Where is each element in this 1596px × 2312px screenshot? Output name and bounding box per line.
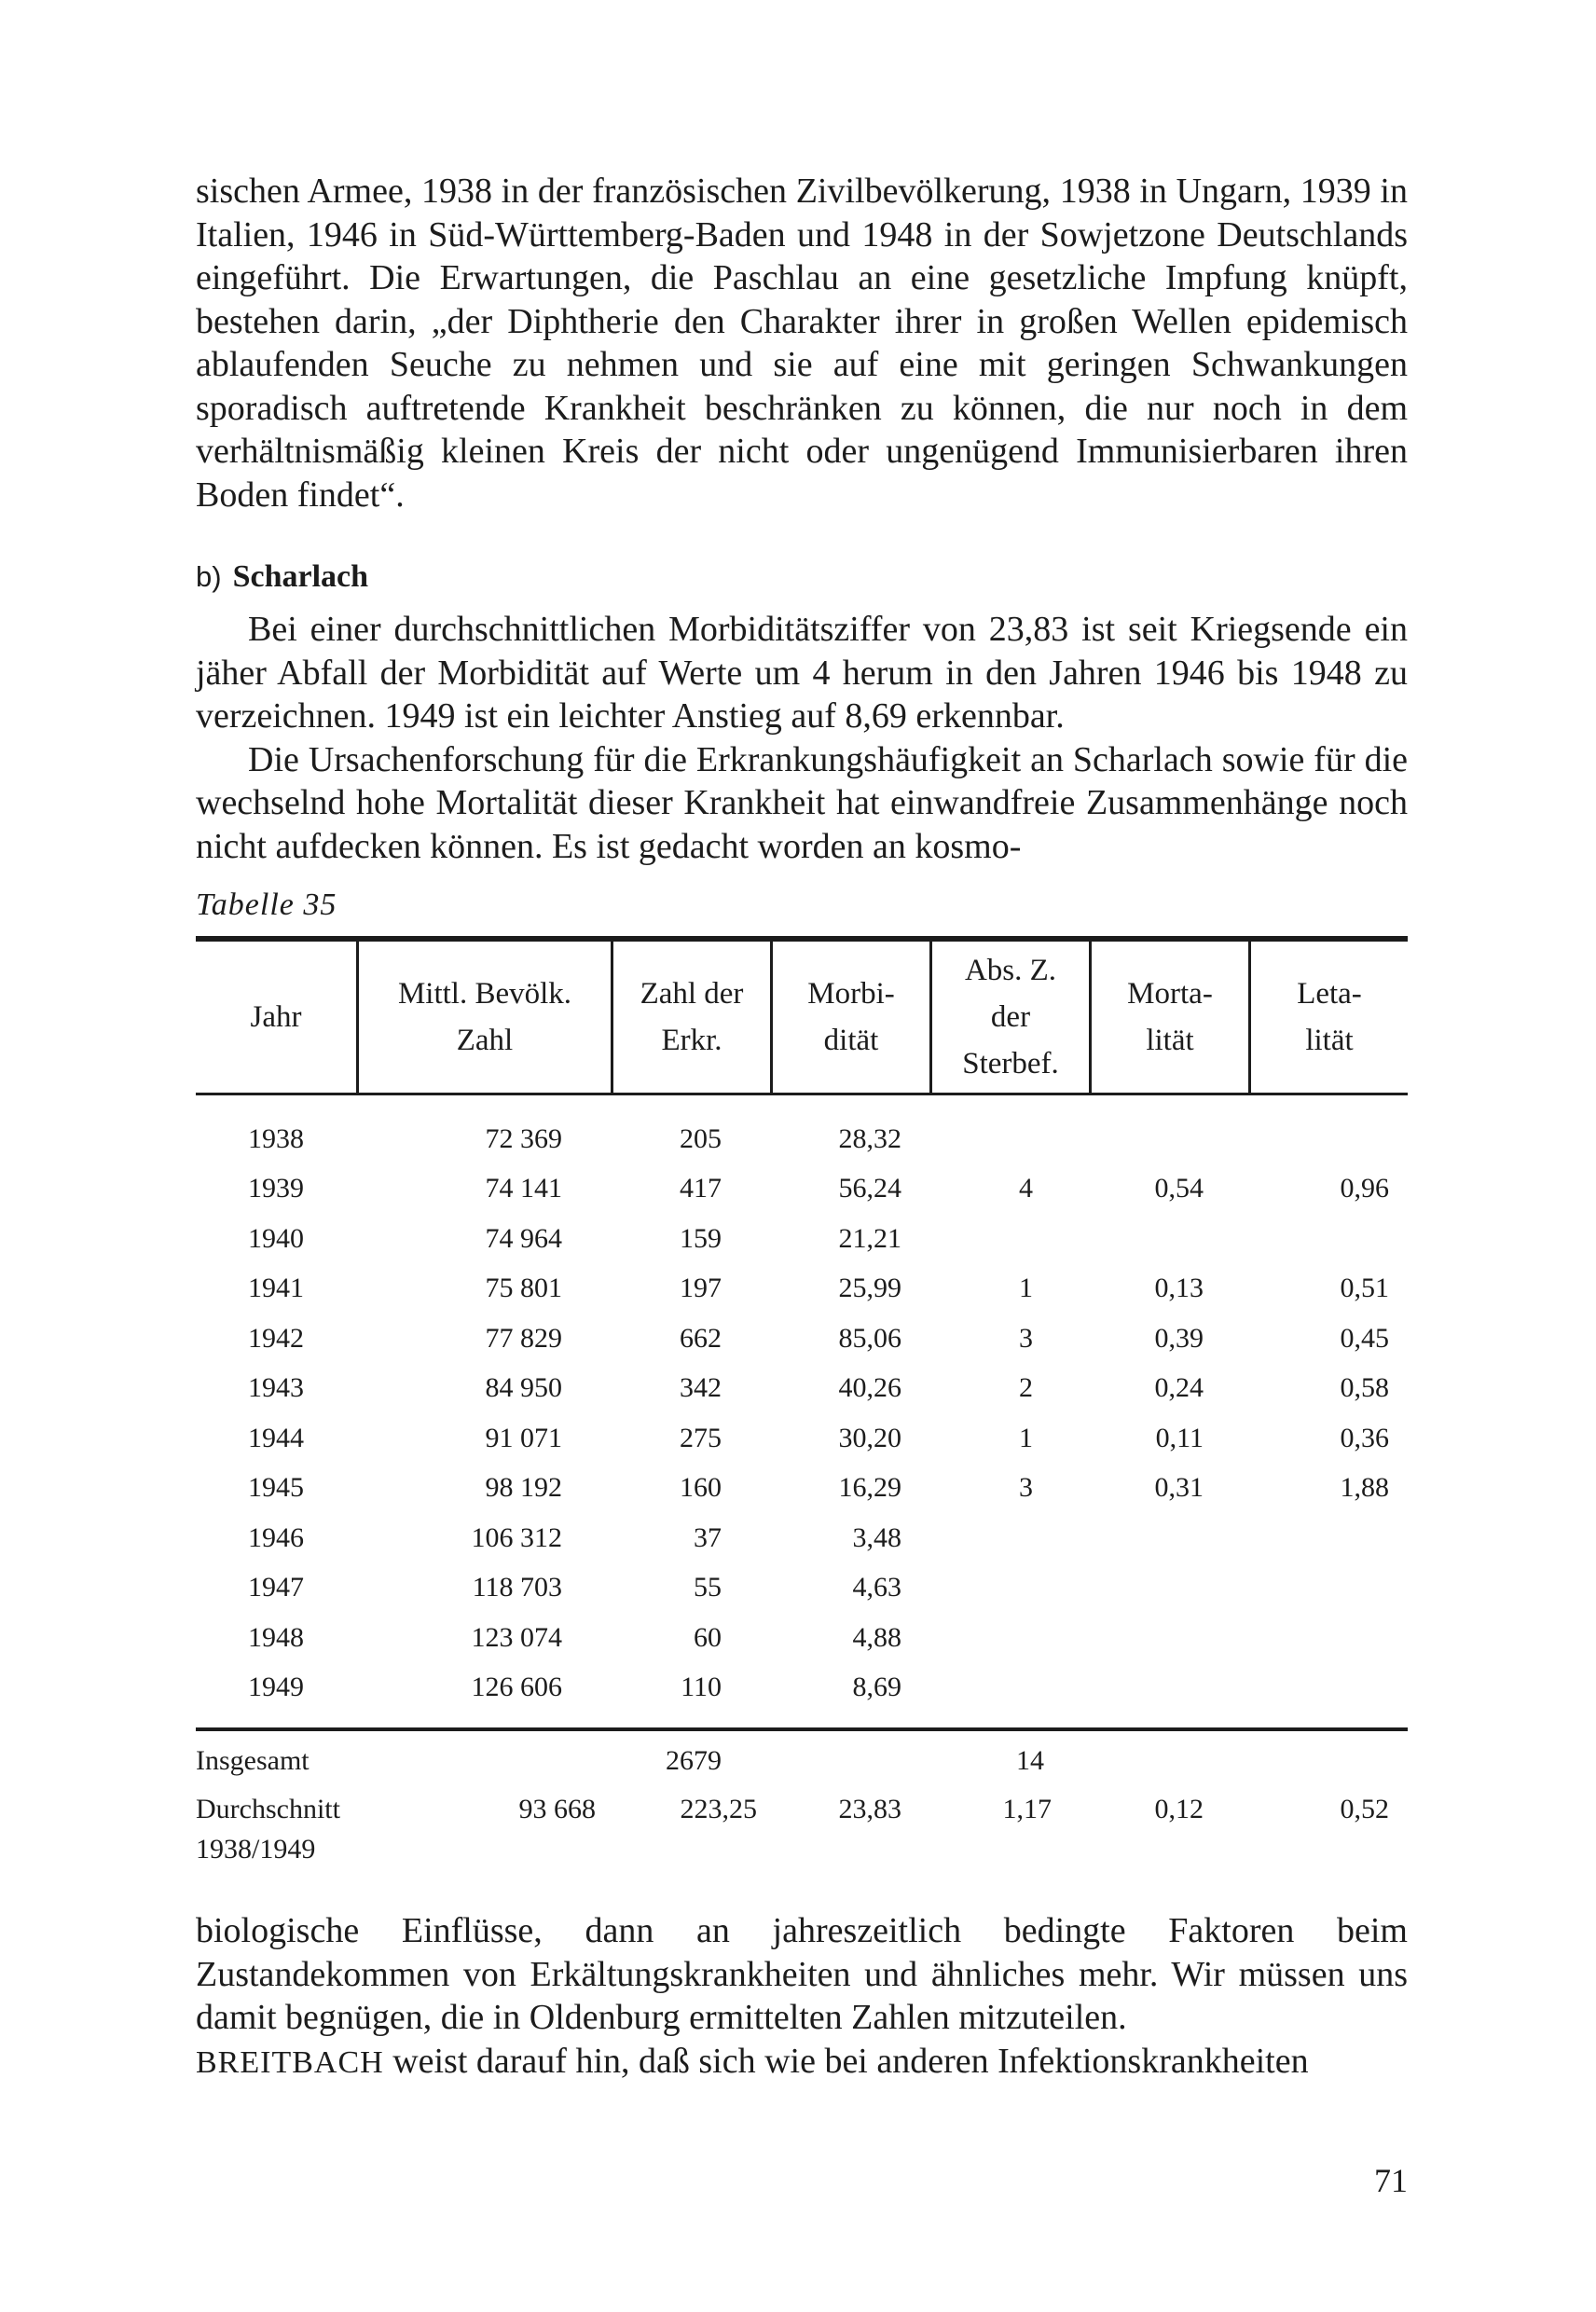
cases-cell: 55 [694, 1572, 722, 1603]
morbidity-cell: 40,26 [838, 1372, 901, 1404]
population-cell: 84 950 [485, 1372, 562, 1404]
table-row [196, 1563, 1408, 1614]
morbidity-cell: 28,32 [838, 1122, 901, 1154]
year-cell: 1943 [248, 1372, 304, 1404]
mortality-cell: 0,39 [1154, 1322, 1204, 1354]
mortality-cell: 0,31 [1154, 1472, 1204, 1504]
lethality-cell: 0,58 [1340, 1372, 1389, 1404]
average-cases: 223,25 [680, 1794, 757, 1824]
population-cell: 74 141 [485, 1173, 562, 1204]
year-cell: 1948 [248, 1621, 304, 1653]
total-deaths: 14 [1016, 1745, 1044, 1776]
cases-cell: 342 [680, 1372, 722, 1404]
morbidity-cell: 25,99 [838, 1273, 901, 1304]
cases-cell: 197 [680, 1273, 722, 1304]
table-header [196, 942, 1408, 1095]
deaths-cell: 2 [1019, 1372, 1033, 1404]
morbidity-cell: 30,20 [838, 1422, 901, 1453]
year-cell: 1944 [248, 1422, 304, 1453]
header-cell: Mittl. Bevölk. Zahl [356, 942, 611, 1093]
table-row [196, 1164, 1408, 1215]
average-period: 1938/1949 [196, 1834, 316, 1865]
morbidity-cell: 3,48 [852, 1521, 901, 1553]
page-number: 71 [1374, 2162, 1408, 2199]
population-cell: 123 074 [471, 1621, 562, 1653]
average-label: Durchschnitt [196, 1794, 340, 1824]
table-row [196, 1314, 1408, 1364]
cases-cell: 60 [694, 1621, 722, 1653]
year-cell: 1946 [248, 1521, 304, 1553]
lethality-cell: 1,88 [1340, 1472, 1389, 1504]
morbidity-cell: 85,06 [838, 1322, 901, 1354]
deaths-cell: 1 [1019, 1422, 1033, 1453]
cases-cell: 205 [680, 1122, 722, 1154]
table-row [196, 1214, 1408, 1264]
cases-cell: 417 [680, 1173, 722, 1204]
year-cell: 1949 [248, 1672, 304, 1703]
year-cell: 1942 [248, 1322, 304, 1354]
population-cell: 98 192 [485, 1472, 562, 1504]
header-cell: Abs. Z. der Sterbef. [929, 942, 1089, 1093]
deaths-cell: 3 [1019, 1472, 1033, 1504]
closing-text [196, 1909, 1408, 2085]
table-caption: Tabelle 35 [196, 888, 337, 922]
year-cell: 1940 [248, 1222, 304, 1254]
population-cell: 91 071 [485, 1422, 562, 1453]
morbidity-cell: 4,88 [852, 1621, 901, 1653]
cases-cell: 275 [680, 1422, 722, 1453]
average-mortality: 0,12 [1154, 1794, 1204, 1824]
intro-paragraph: sischen Armee, 1938 in der französischen Zivilbevölkerung, 1938 in Ungarn, 1939 in Italien, 1946 in Süd-Württemberg-Baden und 1948 in der Sowjetzone Deutschlands eingeführt. Die Erwartungen, die Paschlau an eine gesetzliche Impfung knüpft, bestehen darin, „der Diphtherie den Charakter ihrer in großen Wellen epidemisch ablaufenden Seuche zu nehmen und sie auf eine mit geringen Schwankungen sporadisch auftretende Krankheit beschränken zu können, die nur noch in dem verhältnismäßig kleinen Kreis der nicht oder ungenügend Immunisierbaren ihren Boden findet“. [196, 172, 1408, 515]
table-row [196, 1264, 1408, 1314]
section-paragraph-1: Bei einer durchschnittlichen Morbiditätsziffer von 23,83 ist seit Kriegsende ein jäher Abfall der Morbidität auf Werte um 4 herum in den Jahren 1946 bis 1948 zu verzeichnen. 1949 ist ein leichter Anstieg auf 8,69 erkennbar. [196, 610, 1408, 736]
table-row [196, 1364, 1408, 1414]
deaths-cell: 3 [1019, 1322, 1033, 1354]
table-row [196, 1513, 1408, 1563]
closing-paragraph-2 [196, 2040, 1408, 2085]
header-cell: Morbi- dität [770, 942, 929, 1093]
cases-cell: 159 [680, 1222, 722, 1254]
lethality-cell: 0,96 [1340, 1173, 1389, 1204]
lethality-cell: 0,51 [1340, 1273, 1389, 1304]
average-population: 93 668 [518, 1794, 596, 1824]
total-cases: 2679 [666, 1745, 722, 1776]
population-cell: 77 829 [485, 1322, 562, 1354]
table-summary-rule [196, 1727, 1408, 1731]
data-table [196, 936, 1408, 1871]
author-name: BREITBACH [196, 2044, 384, 2080]
cases-cell: 37 [694, 1521, 722, 1553]
year-cell: 1939 [248, 1173, 304, 1204]
population-cell: 126 606 [471, 1672, 562, 1703]
average-period-row [196, 1834, 1408, 1871]
average-lethality: 0,52 [1340, 1794, 1389, 1824]
population-cell: 118 703 [472, 1572, 562, 1603]
header-cell: Leta- lität [1248, 942, 1408, 1093]
morbidity-cell: 56,24 [838, 1173, 901, 1204]
header-cell: Zahl der Erkr. [611, 942, 770, 1093]
section-body [196, 608, 1408, 868]
section-label: b) [196, 560, 222, 593]
table-row [196, 1413, 1408, 1464]
mortality-cell: 0,24 [1154, 1372, 1204, 1404]
morbidity-cell: 4,63 [852, 1572, 901, 1603]
section-paragraph-2: Die Ursachenforschung für die Erkrankungshäufigkeit an Scharlach sowie für die wechselnd hohe Mortalität dieser Krankheit hat einwandfreie Zusammenhänge noch nicht aufdecken können. Es ist gedacht worden an kosmo- [196, 739, 1408, 866]
table-row [196, 1613, 1408, 1663]
table-body [196, 1095, 1408, 1713]
year-cell: 1947 [248, 1572, 304, 1603]
lethality-cell: 0,36 [1340, 1422, 1389, 1453]
table-row [196, 1663, 1408, 1713]
deaths-cell: 4 [1019, 1173, 1033, 1204]
cases-cell: 160 [680, 1472, 722, 1504]
section-title: Scharlach [232, 559, 369, 594]
year-cell: 1945 [248, 1472, 304, 1504]
mortality-cell: 0,54 [1154, 1173, 1204, 1204]
population-cell: 72 369 [485, 1122, 562, 1154]
average-deaths: 1,17 [1002, 1794, 1052, 1824]
header-cell: Morta- lität [1089, 942, 1248, 1093]
mortality-cell: 0,11 [1155, 1422, 1204, 1453]
population-cell: 74 964 [485, 1222, 562, 1254]
deaths-cell: 1 [1019, 1273, 1033, 1304]
cases-cell: 110 [681, 1672, 722, 1703]
cases-cell: 662 [680, 1322, 722, 1354]
mortality-cell: 0,13 [1154, 1273, 1204, 1304]
year-cell: 1941 [248, 1273, 304, 1304]
population-cell: 106 312 [471, 1521, 562, 1553]
closing-paragraph-2-text: weist darauf hin, daß sich wie bei anderen Infektionskrankheiten [383, 2041, 1309, 2081]
morbidity-cell: 21,21 [838, 1222, 901, 1254]
table-row [196, 1464, 1408, 1514]
table-summary [196, 1737, 1408, 1871]
average-morbidity: 23,83 [838, 1794, 901, 1824]
year-cell: 1938 [248, 1122, 304, 1154]
total-row [196, 1737, 1408, 1785]
morbidity-cell: 16,29 [838, 1472, 901, 1504]
morbidity-cell: 8,69 [852, 1672, 901, 1703]
table-row [196, 1114, 1408, 1164]
population-cell: 75 801 [485, 1273, 562, 1304]
closing-paragraph-1: biologische Einflüsse, dann an jahreszeitlich bedingte Faktoren beim Zustandekommen von Erkältungskrankheiten und ähnliches mehr. Wir müssen uns damit begnügen, die in Oldenburg ermittelten Zahlen mitzuteilen. [196, 1911, 1408, 2037]
lethality-cell: 0,45 [1340, 1322, 1389, 1354]
header-cell: Jahr [250, 1000, 302, 1034]
section-heading [196, 559, 368, 595]
total-label: Insgesamt [196, 1745, 310, 1776]
average-row [196, 1785, 1408, 1834]
